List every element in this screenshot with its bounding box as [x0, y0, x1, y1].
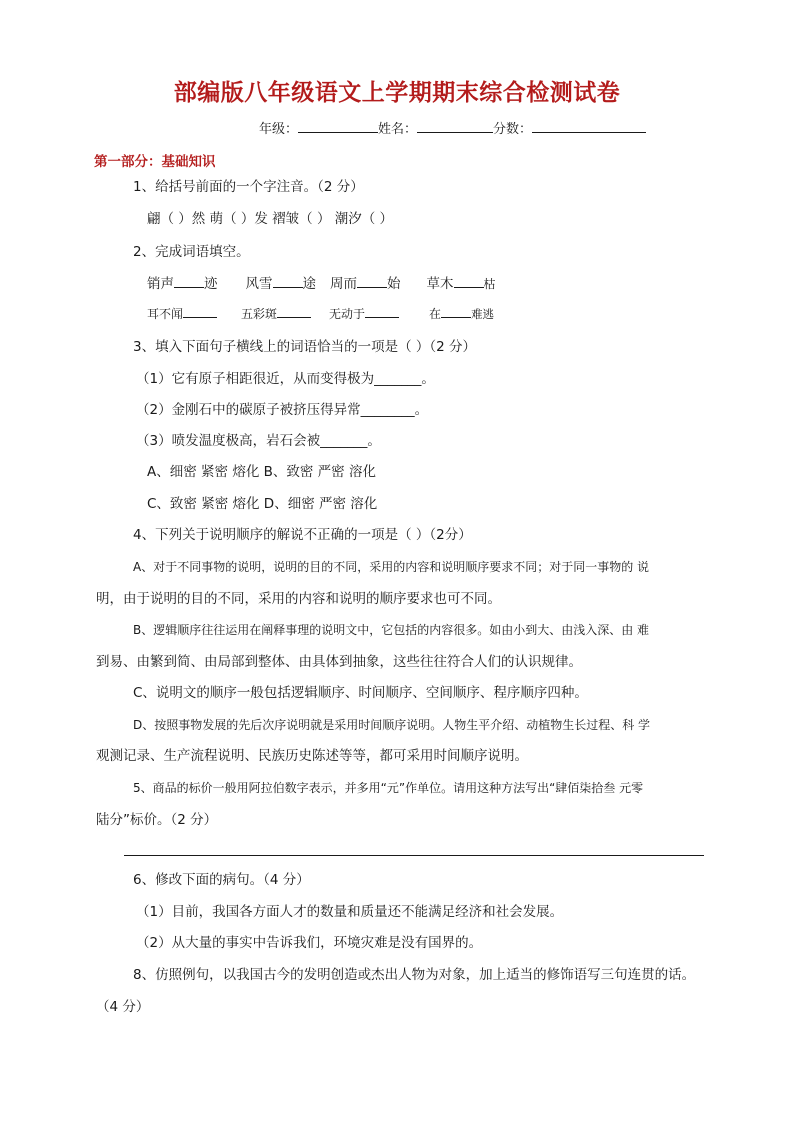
q8-line2: （4 分）: [96, 999, 150, 1015]
idiom-blank[interactable]: [174, 275, 204, 288]
section-heading: 第一部分：基础知识: [94, 154, 216, 170]
idiom-blank[interactable]: [357, 275, 387, 288]
idiom-part: 无动于: [329, 307, 366, 321]
q1-pinyin-line: 翩（ ）然 萌（ ）发 褶皱（ ） 潮汐（ ）: [147, 211, 394, 227]
q6-stem: 6、修改下面的病句。（4 分）: [133, 872, 310, 888]
q4-option-d-line2: 观测记录、生产流程说明、民族历史陈述等等，都可采用时间顺序说明。: [96, 748, 528, 764]
grade-field[interactable]: [298, 120, 378, 133]
idiom-part: 耳不闻: [147, 307, 184, 321]
score-label: 分数：: [493, 122, 533, 137]
q6-sentence-2: （2）从大量的事实中告诉我们，环境灾难是没有国界的。: [136, 935, 483, 951]
exam-title: 部编版八年级语文上学期期末综合检测试卷: [173, 79, 621, 106]
idiom-part: 途: [302, 276, 316, 292]
idiom-blank[interactable]: [454, 275, 484, 288]
q5-line1: 5、商品的标价一般用阿拉伯数字表示，并多用“元”作单位。请用这种方法写出“肆佰柒拾叁 元零: [133, 781, 644, 795]
q3-options-cd: C、致密 紧密 熔化 D、细密 严密 溶化: [147, 496, 378, 512]
q2-row1: [147, 274, 496, 294]
idiom-part: 迹: [204, 276, 218, 292]
q4-option-c: C、说明文的顺序一般包括逻辑顺序、时间顺序、空间顺序、程序顺序四种。: [133, 685, 588, 701]
idiom-part: 难逃: [471, 307, 495, 321]
student-info-line: [259, 118, 646, 137]
idiom-part: 风雪: [245, 276, 273, 292]
idiom-part: 周而: [330, 276, 357, 292]
idiom-blank[interactable]: [183, 305, 217, 318]
q3-options-ab: A、细密 紧密 熔化 B、致密 严密 溶化: [147, 464, 376, 480]
idiom-part: 五彩斑: [241, 307, 278, 321]
q2-stem: 2、完成词语填空。: [133, 244, 250, 260]
q3-sentence-3: （3）喷发温度极高，岩石会被_______。: [136, 433, 381, 449]
q3-sentence-1: （1）它有原子相距很近，从而变得极为_______。: [136, 371, 435, 387]
q6-sentence-1: （1）目前，我国各方面人才的数量和质量还不能满足经济和社会发展。: [136, 904, 564, 920]
idiom-part: 枯: [483, 277, 496, 291]
idiom-part: 草木: [426, 276, 454, 292]
q4-option-a-line2: 明，由于说明的目的不同，采用的内容和说明的顺序要求也可不同。: [96, 591, 501, 607]
grade-label: 年级：: [259, 122, 299, 137]
q8-line1: 8、仿照例句，以我国古今的发明创造或杰出人物为对象，加上适当的修饰语写三句连贯的话。: [133, 967, 696, 983]
idiom-blank[interactable]: [441, 305, 471, 318]
q4-option-a-line1: A、对于不同事物的说明，说明的目的不同，采用的内容和说明顺序要求不同；对于同一事物的 说: [133, 560, 650, 574]
q4-option-d-line1: D、按照事物发展的先后次序说明就是采用时间顺序说明。人物生平介绍、动植物生长过程、科 学: [133, 718, 651, 732]
q1-stem: 1、给括号前面的一个字注音。（2 分）: [133, 179, 364, 195]
q4-stem: 4、下列关于说明顺序的解说不正确的一项是（ ）（2分）: [133, 527, 472, 543]
q2-row2: [147, 304, 494, 324]
idiom-part: 在: [429, 307, 442, 321]
q4-option-b-line2: 到易、由繁到简、由局部到整体、由具体到抽象，这些往往符合人们的认识规律。: [96, 654, 582, 670]
idiom-blank[interactable]: [365, 305, 399, 318]
answer-line[interactable]: [124, 855, 704, 856]
q3-stem: 3、填入下面句子横线上的词语恰当的一项是（ ）（2 分）: [133, 339, 477, 355]
idiom-blank[interactable]: [277, 305, 311, 318]
q3-sentence-2: （2）金刚石中的碳原子被挤压得异常________。: [136, 402, 429, 418]
score-field[interactable]: [532, 120, 646, 133]
idiom-blank[interactable]: [273, 275, 303, 288]
q4-option-b-line1: B、逻辑顺序往往运用在阐释事理的说明文中，它包括的内容很多。如由小到大、由浅入深、由 难: [133, 623, 650, 637]
idiom-part: 始: [387, 276, 401, 292]
name-label: 姓名：: [378, 122, 418, 137]
idiom-part: 销声: [147, 276, 174, 292]
q5-line2: 陆分”标价。（2 分）: [96, 812, 218, 828]
name-field[interactable]: [417, 120, 493, 133]
